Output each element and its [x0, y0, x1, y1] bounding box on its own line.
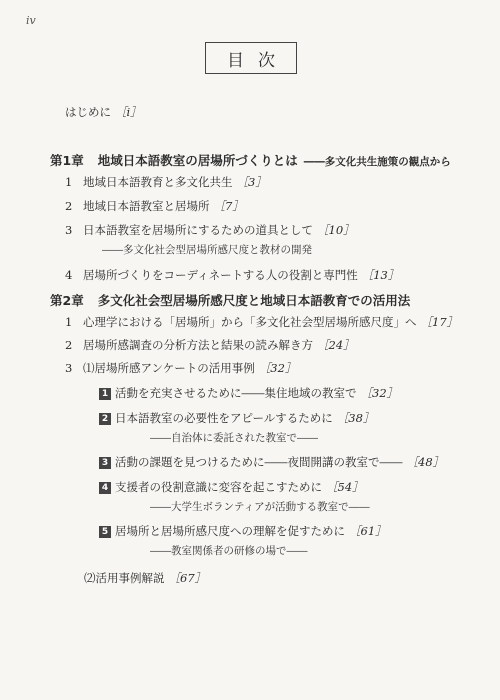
toc-item-number: 1: [65, 315, 73, 329]
toc-item-page: ［13］: [361, 268, 400, 282]
toc-item: [65, 314, 458, 330]
toc-item-text: 居場所感調査の分析方法と結果の読み解き方: [83, 338, 313, 352]
case-text: 日本語教室の必要性をアピールするために: [115, 411, 333, 425]
toc-item-text: 居場所づくりをコーディネートする人の役割と専門性: [83, 268, 358, 282]
page-number: iv: [26, 14, 36, 27]
case-text: 活動の課題を見つけるために――夜間開講の教室で――: [115, 455, 403, 469]
case-page: ［38］: [336, 411, 375, 425]
case-number-box: 2: [99, 413, 111, 425]
chapter-2-heading: [50, 291, 410, 309]
case-item: [99, 479, 364, 495]
toc-item: [65, 222, 355, 238]
toc-item-text: ⑴居場所感アンケートの活用事例: [83, 361, 255, 375]
chapter-1-heading: [50, 151, 451, 169]
case-number-box: 3: [99, 457, 111, 469]
case-page: ［48］: [406, 455, 445, 469]
page-title: 目次: [205, 42, 297, 74]
toc-item-number: 2: [65, 199, 73, 213]
toc-intro-label: はじめに: [65, 105, 111, 119]
toc-item-page: ［67］: [168, 571, 207, 585]
toc-item-page: ［32］: [258, 361, 297, 375]
toc-item: [65, 198, 244, 214]
chapter-2-number: 第2章: [50, 293, 84, 308]
toc-item-number: 1: [65, 175, 73, 189]
toc-item: [65, 337, 355, 353]
toc-intro-page: ［i］: [115, 105, 142, 119]
case-subtitle: ――大学生ボランティアが活動する教室で――: [150, 501, 370, 513]
case-item: [99, 523, 387, 539]
toc-item-page: ［7］: [213, 199, 244, 213]
case-page: ［61］: [349, 524, 387, 538]
case-text: 居場所と居場所感尺度への理解を促すために: [115, 524, 345, 538]
toc-item-page: ［3］: [236, 175, 267, 189]
case-number-box: 1: [99, 388, 111, 400]
toc-item-number: 4: [65, 268, 73, 282]
chapter-1-title: 地域日本語教室の居場所づくりとは: [97, 153, 298, 168]
toc-item: [65, 174, 267, 190]
toc-item-number: 3: [65, 223, 73, 237]
chapter-1-number: 第1章: [50, 153, 84, 168]
toc-item-text: 地域日本語教室と居場所: [83, 199, 210, 213]
toc-item-text: ⑵活用事例解説: [84, 571, 165, 585]
case-text: 活動を充実させるために――集住地域の教室で: [115, 386, 357, 400]
toc-item-page: ［17］: [420, 315, 459, 329]
toc-item-text: 心理学における「居場所」から「多文化社会型居場所感尺度」へ: [83, 315, 417, 329]
toc-item-subtitle: ――多文化社会型居場所感尺度と教材の開発: [102, 244, 312, 256]
case-item: [99, 385, 398, 401]
case-text: 支援者の役割意識に変容を起こすために: [115, 480, 322, 494]
case-page: ［54］: [326, 480, 364, 494]
toc-item-text: 日本語教室を居場所にするための道具として: [83, 223, 313, 237]
case-subtitle: ――自治体に委託された教室で――: [150, 432, 318, 444]
toc-item: [65, 360, 296, 376]
case-subtitle: ――教室関係者の研修の場で――: [150, 545, 308, 557]
case-number-box: 4: [99, 482, 111, 494]
case-item: [99, 454, 444, 470]
toc-item-page: ［10］: [317, 223, 355, 237]
toc-item-number: 3: [65, 361, 73, 375]
toc-item-page: ［24］: [317, 338, 355, 352]
toc-closing-item: [84, 570, 206, 586]
case-item: [99, 410, 374, 426]
chapter-1-subtitle: ――多文化共生施策の観点から: [303, 156, 451, 168]
case-page: ［32］: [360, 386, 399, 400]
toc-item: [65, 267, 399, 283]
toc-item-number: 2: [65, 338, 73, 352]
toc-item-text: 地域日本語教育と多文化共生: [83, 175, 233, 189]
toc-intro: [65, 104, 142, 120]
case-number-box: 5: [99, 526, 111, 538]
chapter-2-title: 多文化社会型居場所感尺度と地域日本語教育での活用法: [97, 293, 411, 308]
